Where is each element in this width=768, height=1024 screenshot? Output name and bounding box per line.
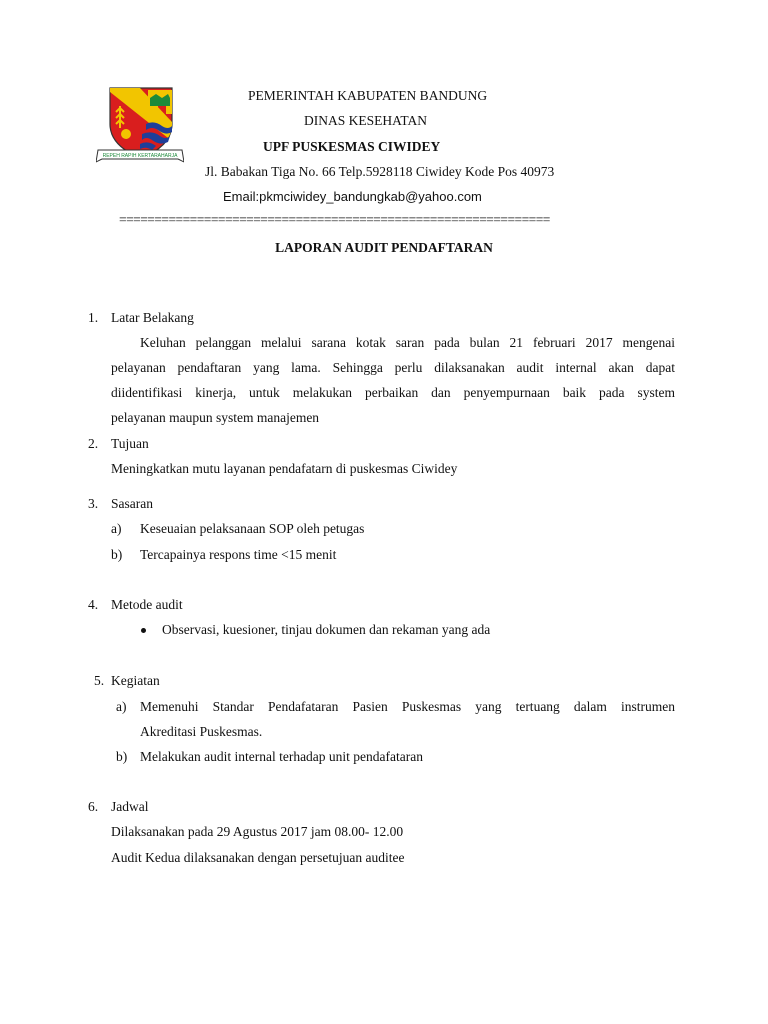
header-email: Email:pkmciwidey_bandungkab@yahoo.com <box>223 189 482 204</box>
list-item: Keseuaian pelaksanaan SOP oleh petugas <box>140 521 365 536</box>
section-heading-kegiatan: Kegiatan <box>111 673 160 688</box>
section-number: 6. <box>88 799 99 814</box>
section-number: 1. <box>88 310 99 325</box>
paragraph-line: pelayanan maupun system manajemen <box>111 410 320 425</box>
header-divider: ============================================================= <box>119 212 550 227</box>
paragraph-line: pelayanan pendaftaran yang lama. Sehingga perlu dilaksanakan audit internal akan dapat <box>111 360 675 375</box>
list-item: Melakukan audit internal terhadap unit pendafataran <box>140 749 424 764</box>
kabupaten-bandung-logo <box>96 84 184 164</box>
section-number: 3. <box>88 496 99 511</box>
list-marker: a) <box>111 521 122 536</box>
section-number: 2. <box>88 436 99 451</box>
section-text: Dilaksanakan pada 29 Agustus 2017 jam 08.00- 12.00 <box>111 824 404 839</box>
list-marker: b) <box>116 749 128 764</box>
section-number: 4. <box>88 597 99 612</box>
list-item: Tercapainya respons time <15 menit <box>140 547 337 562</box>
list-item: Memenuhi Standar Pendafataran Pasien Puskesmas yang tertuang dalam instrumen <box>140 699 675 714</box>
section-text: Audit Kedua dilaksanakan dengan persetujuan auditee <box>111 850 405 865</box>
section-number: 5. <box>94 673 105 688</box>
header-institution: UPF PUSKESMAS CIWIDEY <box>263 139 441 154</box>
section-heading-sasaran: Sasaran <box>111 496 153 511</box>
header-department: DINAS KESEHATAN <box>304 113 428 128</box>
document-title: LAPORAN AUDIT PENDAFTARAN <box>275 240 493 255</box>
list-item: Akreditasi Puskesmas. <box>140 724 263 739</box>
list-item: Observasi, kuesioner, tinjau dokumen dan rekaman yang ada <box>162 622 491 637</box>
header-government: PEMERINTAH KABUPATEN BANDUNG <box>248 88 488 103</box>
list-marker: b) <box>111 547 123 562</box>
section-heading-latar-belakang: Latar Belakang <box>111 310 194 325</box>
paragraph-line: Keluhan pelanggan melalui sarana kotak saran pada bulan 21 februari 2017 mengenai <box>140 335 675 350</box>
section-heading-jadwal: Jadwal <box>111 799 149 814</box>
header-address: Jl. Babakan Tiga No. 66 Telp.5928118 Ciwidey Kode Pos 40973 <box>205 164 555 179</box>
list-marker: a) <box>116 699 127 714</box>
logo-motto: REPEH RAPIH KERTARAHARJA <box>102 153 178 159</box>
bullet-icon <box>141 628 146 633</box>
section-text: Meningkatkan mutu layanan pendafatarn di puskesmas Ciwidey <box>111 461 458 476</box>
section-heading-tujuan: Tujuan <box>111 436 149 451</box>
paragraph-line: diidentifikasi kinerja, untuk melakukan perbaikan dan penyempurnaan baik pada system <box>111 385 675 400</box>
section-heading-metode-audit: Metode audit <box>111 597 183 612</box>
